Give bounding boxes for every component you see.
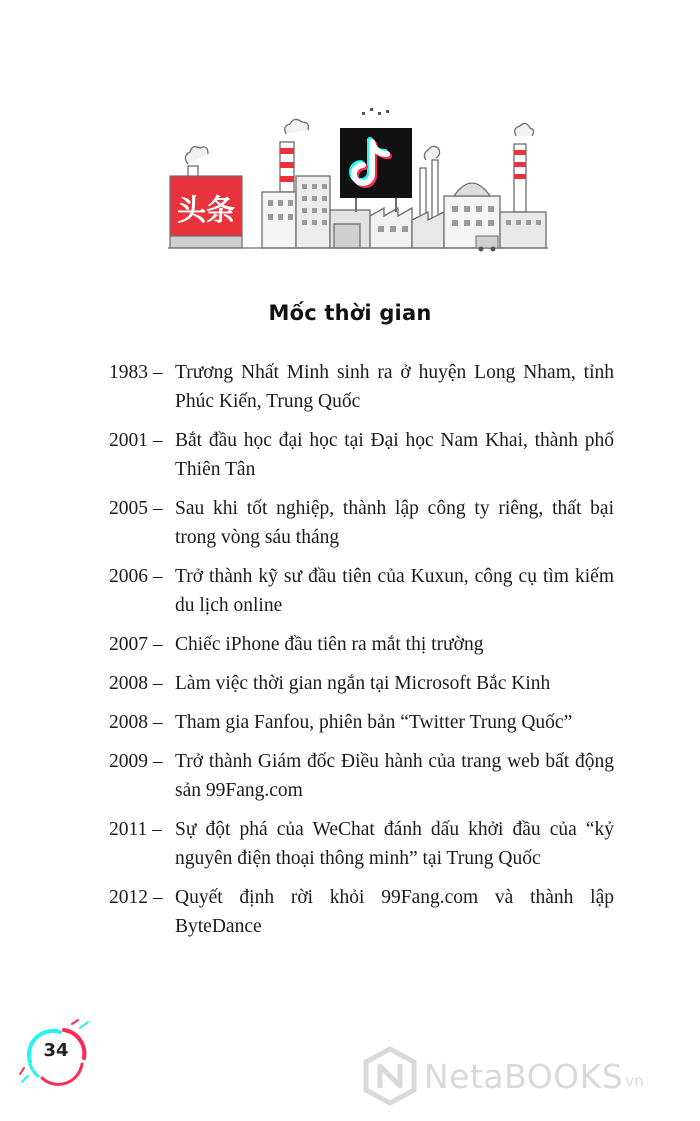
- timeline-year: 2005 –: [109, 498, 163, 519]
- timeline-entry: [109, 747, 614, 805]
- timeline-text: Làm việc thời gian ngắn tại Microsoft Bắc Kinh: [175, 673, 551, 694]
- toutiao-logo-text: 头条: [176, 193, 236, 227]
- watermark: [362, 1044, 644, 1108]
- timeline-text: Sự đột phá của WeChat đánh dấu khởi đầu của “kỷ nguyên điện thoại thông minh” tại Trung Quốc: [175, 819, 614, 869]
- watermark-text: NetaBOOKS: [424, 1056, 624, 1096]
- timeline-list: [109, 358, 614, 951]
- timeline-text: Trương Nhất Minh sinh ra ở huyện Long Nham, tỉnh Phúc Kiến, Trung Quốc: [175, 362, 614, 412]
- tiktok-logo: [340, 128, 412, 212]
- timeline-text: Sau khi tốt nghiệp, thành lập công ty riêng, thất bại trong vòng sáu tháng: [175, 498, 614, 548]
- timeline-year: 2012 –: [109, 887, 163, 908]
- netabooks-logo-icon: [362, 1046, 418, 1106]
- timeline-year: 2007 –: [109, 634, 163, 655]
- timeline-text: Trở thành Giám đốc Điều hành của trang web bất động sản 99Fang.com: [175, 751, 614, 801]
- timeline-entry: [109, 426, 614, 484]
- timeline-year: 2009 –: [109, 751, 163, 772]
- timeline-entry: [109, 708, 614, 737]
- timeline-year: 2008 –: [109, 712, 163, 733]
- timeline-text: Bắt đầu học đại học tại Đại học Nam Khai, thành phố Thiên Tân: [175, 430, 614, 480]
- page-number: 34: [43, 1040, 69, 1061]
- timeline-text: Quyết định rời khỏi 99Fang.com và thành lập ByteDance: [175, 887, 614, 937]
- timeline-entry: [109, 358, 614, 416]
- timeline-entry: [109, 815, 614, 873]
- timeline-entry: [109, 562, 614, 620]
- timeline-entry: [109, 630, 614, 659]
- timeline-entry: [109, 494, 614, 552]
- timeline-year: 2006 –: [109, 566, 163, 587]
- timeline-entry: [109, 883, 614, 941]
- timeline-entry: [109, 669, 614, 698]
- page-title: Mốc thời gian: [268, 301, 432, 325]
- timeline-text: Trở thành kỹ sư đầu tiên của Kuxun, công cụ tìm kiếm du lịch online: [175, 566, 614, 616]
- factory-skyline-illustration: [164, 100, 550, 260]
- timeline-year: 2001 –: [109, 430, 163, 451]
- timeline-year: 2011 –: [109, 819, 162, 840]
- timeline-year: 1983 –: [109, 362, 163, 383]
- timeline-text: Chiếc iPhone đầu tiên ra mắt thị trường: [175, 634, 484, 655]
- timeline-text: Tham gia Fanfou, phiên bản “Twitter Trung Quốc”: [175, 712, 573, 733]
- watermark-suffix: vn: [625, 1072, 644, 1090]
- timeline-year: 2008 –: [109, 673, 163, 694]
- toutiao-logo: [170, 176, 242, 248]
